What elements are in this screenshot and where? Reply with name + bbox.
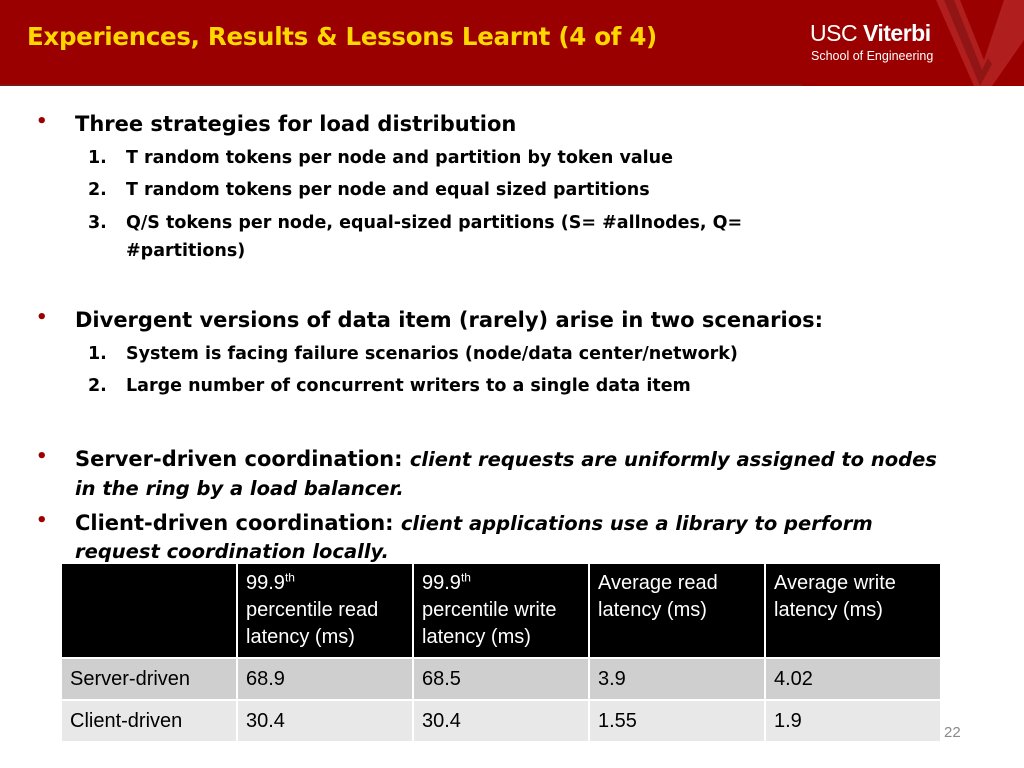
usc-viterbi-logo [810,18,940,68]
table-cell: 30.4 [414,701,588,741]
table-row [62,659,940,699]
table-cell: 1.55 [590,701,764,741]
table-header-cell [62,564,236,657]
table-header-cell: Average write latency (ms) [766,564,940,657]
table-header-row [62,564,940,657]
slide-header [0,0,1024,86]
viterbi-v-icon [930,0,1024,86]
table-header-cell: 99.9th percentile write latency (ms) [414,564,588,657]
latency-table [60,562,942,743]
bullet-dot: • [36,307,48,328]
table-cell: Server-driven [62,659,236,699]
page-number: 22 [944,724,961,741]
header-divider [0,84,802,86]
table-row [62,701,940,741]
bullet-dot: • [36,510,48,531]
slide-title: Experiences, Results & Lessons Learnt (4 of 4) [27,22,657,51]
logo-subtitle: School of Engineering [811,49,934,63]
table-cell: 1.9 [766,701,940,741]
table-cell: 68.9 [238,659,412,699]
table-header-cell: 99.9th percentile read latency (ms) [238,564,412,657]
bullet-dot: • [36,111,48,132]
logo-viterbi: Viterbi [862,20,931,46]
table-cell: 3.9 [590,659,764,699]
table-cell: Client-driven [62,701,236,741]
logo-usc: USC [810,20,858,46]
table-cell: 4.02 [766,659,940,699]
bullet-dot: • [36,446,48,467]
table-header-cell: Average read latency (ms) [590,564,764,657]
table-cell: 30.4 [238,701,412,741]
table-cell: 68.5 [414,659,588,699]
